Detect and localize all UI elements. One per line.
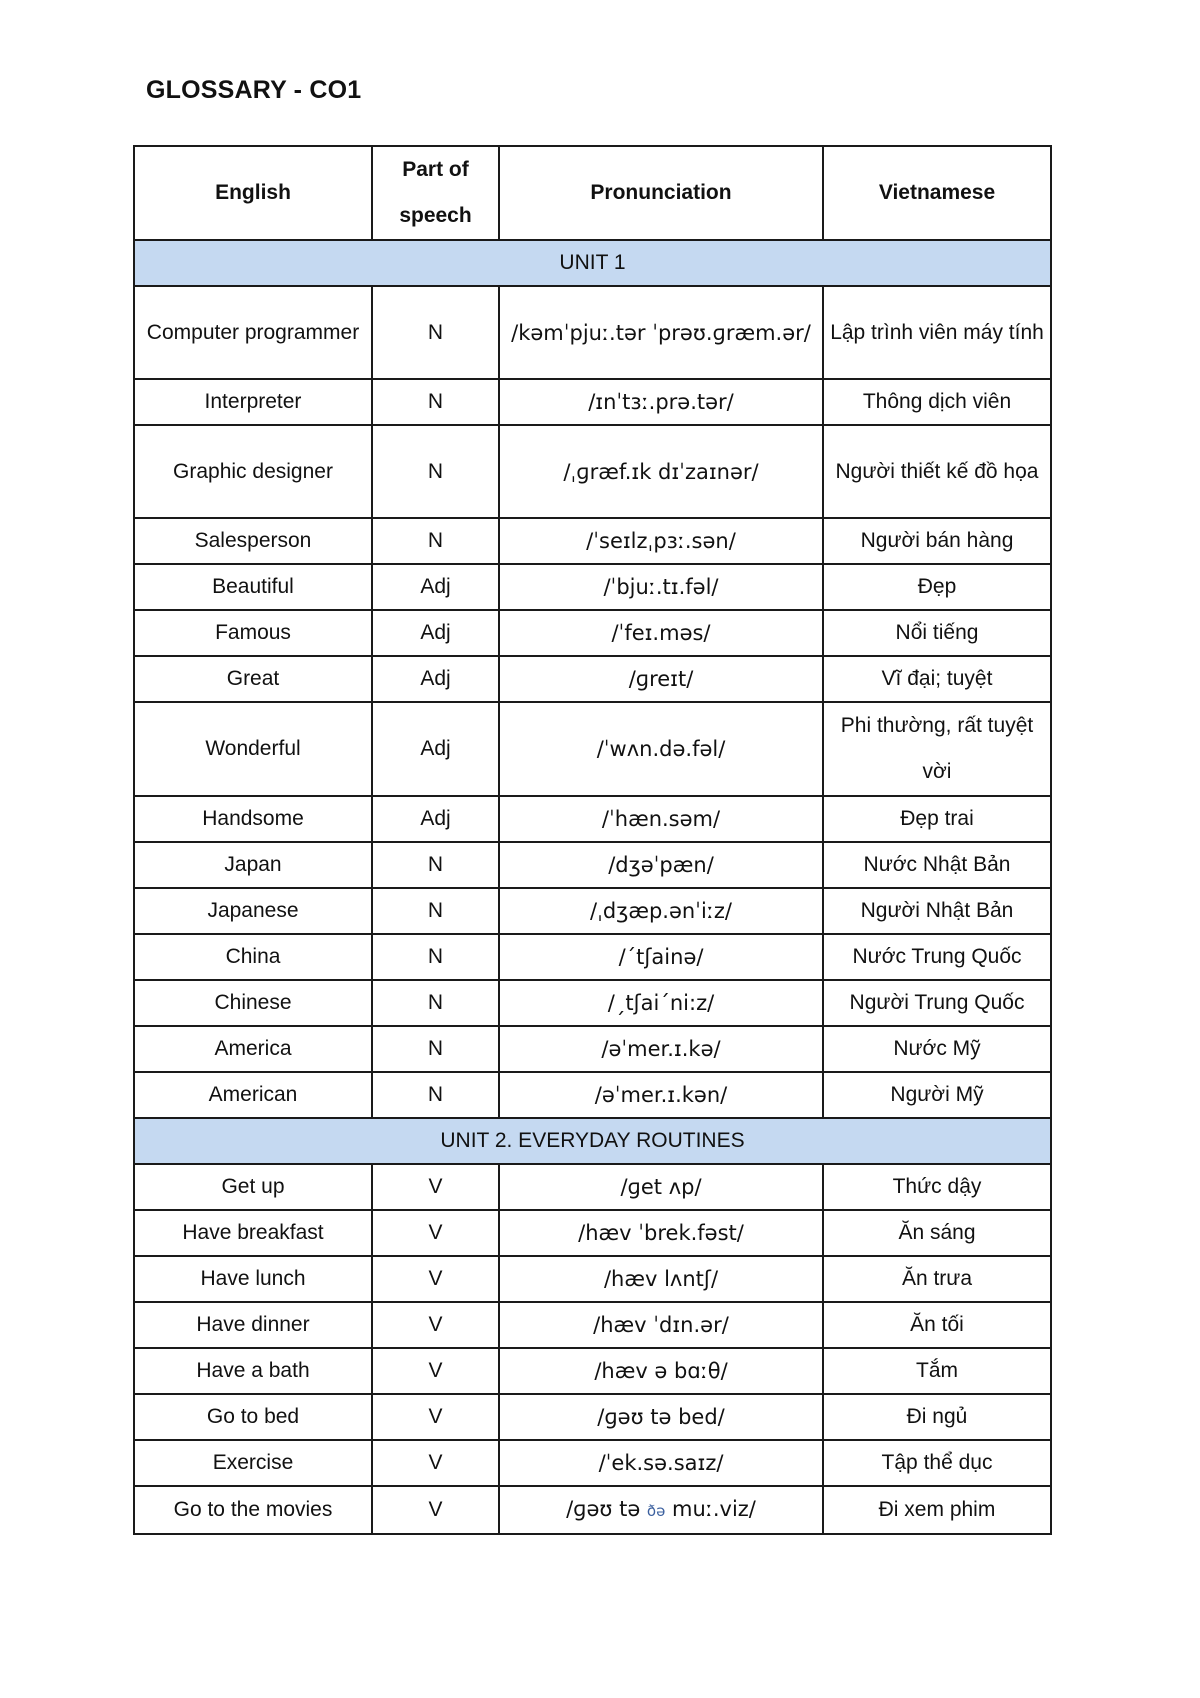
vietnamese-meaning: Ăn tối bbox=[823, 1302, 1051, 1348]
pronunciation-part: muː.viz/ bbox=[665, 1497, 756, 1521]
table-body bbox=[134, 240, 1051, 1534]
part-of-speech: V bbox=[372, 1394, 499, 1440]
table-row bbox=[134, 518, 1051, 564]
english-term: American bbox=[134, 1072, 372, 1118]
table-row bbox=[134, 888, 1051, 934]
part-of-speech: V bbox=[372, 1164, 499, 1210]
header-vietnamese: Vietnamese bbox=[823, 146, 1051, 240]
english-term: China bbox=[134, 934, 372, 980]
vietnamese-meaning: Người Nhật Bản bbox=[823, 888, 1051, 934]
table-row bbox=[134, 1072, 1051, 1118]
vietnamese-meaning: Đẹp bbox=[823, 564, 1051, 610]
english-term: Japanese bbox=[134, 888, 372, 934]
table-row bbox=[134, 656, 1051, 702]
table-row bbox=[134, 564, 1051, 610]
header-english: English bbox=[134, 146, 372, 240]
english-term: Have a bath bbox=[134, 1348, 372, 1394]
pronunciation: /ˈseɪlzˌpɜː.sən/ bbox=[499, 518, 823, 564]
vietnamese-meaning: Thông dịch viên bbox=[823, 379, 1051, 425]
part-of-speech: Adj bbox=[372, 610, 499, 656]
unit-1-heading-row bbox=[134, 240, 1051, 286]
table-row bbox=[134, 1026, 1051, 1072]
unit-2-heading: UNIT 2. EVERYDAY ROUTINES bbox=[134, 1118, 1051, 1164]
table-row bbox=[134, 286, 1051, 379]
table-row bbox=[134, 796, 1051, 842]
pronunciation: /ɡreɪt/ bbox=[499, 656, 823, 702]
part-of-speech: N bbox=[372, 379, 499, 425]
english-term: Great bbox=[134, 656, 372, 702]
pronunciation: /ɡet ʌp/ bbox=[499, 1164, 823, 1210]
pronunciation: /ɪnˈtɜː.prə.tər/ bbox=[499, 379, 823, 425]
part-of-speech: Adj bbox=[372, 796, 499, 842]
english-term: Computer programmer bbox=[134, 286, 372, 379]
pronunciation bbox=[499, 1486, 823, 1534]
english-term: Get up bbox=[134, 1164, 372, 1210]
part-of-speech: N bbox=[372, 980, 499, 1026]
english-term: Beautiful bbox=[134, 564, 372, 610]
table-row bbox=[134, 702, 1051, 796]
vietnamese-meaning: Phi thường, rất tuyệt vời bbox=[823, 702, 1051, 796]
part-of-speech: N bbox=[372, 286, 499, 379]
part-of-speech: V bbox=[372, 1210, 499, 1256]
part-of-speech: V bbox=[372, 1486, 499, 1534]
part-of-speech: Adj bbox=[372, 656, 499, 702]
table-row bbox=[134, 425, 1051, 518]
english-term: Famous bbox=[134, 610, 372, 656]
table-row bbox=[134, 1348, 1051, 1394]
vietnamese-meaning: Thức dậy bbox=[823, 1164, 1051, 1210]
table-row bbox=[134, 1210, 1051, 1256]
unit-2-heading-row bbox=[134, 1118, 1051, 1164]
part-of-speech: V bbox=[372, 1348, 499, 1394]
table-header-row bbox=[134, 146, 1051, 240]
english-term: Have breakfast bbox=[134, 1210, 372, 1256]
vietnamese-meaning: Tập thể dục bbox=[823, 1440, 1051, 1486]
pronunciation-part: /ɡəʊ tə bbox=[566, 1497, 647, 1521]
table-row bbox=[134, 610, 1051, 656]
part-of-speech: V bbox=[372, 1302, 499, 1348]
part-of-speech: Adj bbox=[372, 564, 499, 610]
pronunciation: /ˊtʃainə/ bbox=[499, 934, 823, 980]
english-term: Exercise bbox=[134, 1440, 372, 1486]
pronunciation: /hæv lʌntʃ/ bbox=[499, 1256, 823, 1302]
pronunciation: /əˈmer.ɪ.kən/ bbox=[499, 1072, 823, 1118]
pronunciation: /əˈmer.ɪ.kə/ bbox=[499, 1026, 823, 1072]
part-of-speech: N bbox=[372, 425, 499, 518]
english-term: America bbox=[134, 1026, 372, 1072]
table-row bbox=[134, 379, 1051, 425]
vietnamese-meaning: Nổi tiếng bbox=[823, 610, 1051, 656]
vietnamese-meaning: Đi xem phim bbox=[823, 1486, 1051, 1534]
table-row bbox=[134, 1164, 1051, 1210]
pronunciation: /kəmˈpjuː.tər ˈprəʊ.ɡræm.ər/ bbox=[499, 286, 823, 379]
part-of-speech: N bbox=[372, 888, 499, 934]
english-term: Japan bbox=[134, 842, 372, 888]
pronunciation-part-small: ðə bbox=[646, 1502, 666, 1520]
pronunciation: /hæv ə bɑːθ/ bbox=[499, 1348, 823, 1394]
part-of-speech: N bbox=[372, 518, 499, 564]
header-part-of-speech: Part of speech bbox=[372, 146, 499, 240]
pronunciation: /ˏtʃaiˊni:z/ bbox=[499, 980, 823, 1026]
part-of-speech: Adj bbox=[372, 702, 499, 796]
vietnamese-meaning: Người thiết kế đồ họa bbox=[823, 425, 1051, 518]
pronunciation: /hæv ˈdɪn.ər/ bbox=[499, 1302, 823, 1348]
vietnamese-meaning: Nước Trung Quốc bbox=[823, 934, 1051, 980]
pronunciation: /ˈek.sə.saɪz/ bbox=[499, 1440, 823, 1486]
english-term: Salesperson bbox=[134, 518, 372, 564]
pronunciation: /ˈwʌn.də.fəl/ bbox=[499, 702, 823, 796]
english-term: Wonderful bbox=[134, 702, 372, 796]
document-title: GLOSSARY - CO1 bbox=[146, 76, 362, 104]
pronunciation: /dʒəˈpæn/ bbox=[499, 842, 823, 888]
english-term: Have lunch bbox=[134, 1256, 372, 1302]
part-of-speech: N bbox=[372, 934, 499, 980]
vietnamese-meaning: Đẹp trai bbox=[823, 796, 1051, 842]
vietnamese-meaning: Đi ngủ bbox=[823, 1394, 1051, 1440]
english-term: Chinese bbox=[134, 980, 372, 1026]
table-row bbox=[134, 842, 1051, 888]
english-term: Go to bed bbox=[134, 1394, 372, 1440]
vietnamese-meaning: Người Trung Quốc bbox=[823, 980, 1051, 1026]
part-of-speech: N bbox=[372, 1026, 499, 1072]
english-term: Interpreter bbox=[134, 379, 372, 425]
table-row bbox=[134, 1440, 1051, 1486]
table-row bbox=[134, 1302, 1051, 1348]
part-of-speech: N bbox=[372, 1072, 499, 1118]
table-row bbox=[134, 980, 1051, 1026]
english-term: Handsome bbox=[134, 796, 372, 842]
pronunciation: /ˈfeɪ.məs/ bbox=[499, 610, 823, 656]
part-of-speech: N bbox=[372, 842, 499, 888]
vietnamese-meaning: Vĩ đại; tuyệt bbox=[823, 656, 1051, 702]
pronunciation: /ˌdʒæp.ənˈiːz/ bbox=[499, 888, 823, 934]
vietnamese-meaning: Người Mỹ bbox=[823, 1072, 1051, 1118]
glossary-table bbox=[133, 145, 1052, 1535]
table-row bbox=[134, 934, 1051, 980]
pronunciation: /ˈbjuː.tɪ.fəl/ bbox=[499, 564, 823, 610]
pronunciation: /hæv ˈbrek.fəst/ bbox=[499, 1210, 823, 1256]
pronunciation: /ˈhæn.səm/ bbox=[499, 796, 823, 842]
english-term: Graphic designer bbox=[134, 425, 372, 518]
vietnamese-meaning: Ăn sáng bbox=[823, 1210, 1051, 1256]
part-of-speech: V bbox=[372, 1256, 499, 1302]
table-row bbox=[134, 1256, 1051, 1302]
pronunciation: /ɡəʊ tə bed/ bbox=[499, 1394, 823, 1440]
pronunciation: /ˌɡræf.ɪk dɪˈzaɪnər/ bbox=[499, 425, 823, 518]
table-row bbox=[134, 1486, 1051, 1534]
vietnamese-meaning: Người bán hàng bbox=[823, 518, 1051, 564]
part-of-speech: V bbox=[372, 1440, 499, 1486]
english-term: Go to the movies bbox=[134, 1486, 372, 1534]
header-pronunciation: Pronunciation bbox=[499, 146, 823, 240]
unit-1-heading: UNIT 1 bbox=[134, 240, 1051, 286]
vietnamese-meaning: Nước Mỹ bbox=[823, 1026, 1051, 1072]
english-term: Have dinner bbox=[134, 1302, 372, 1348]
vietnamese-meaning: Ăn trưa bbox=[823, 1256, 1051, 1302]
table-row bbox=[134, 1394, 1051, 1440]
vietnamese-meaning: Nước Nhật Bản bbox=[823, 842, 1051, 888]
vietnamese-meaning: Tắm bbox=[823, 1348, 1051, 1394]
vietnamese-meaning: Lập trình viên máy tính bbox=[823, 286, 1051, 379]
